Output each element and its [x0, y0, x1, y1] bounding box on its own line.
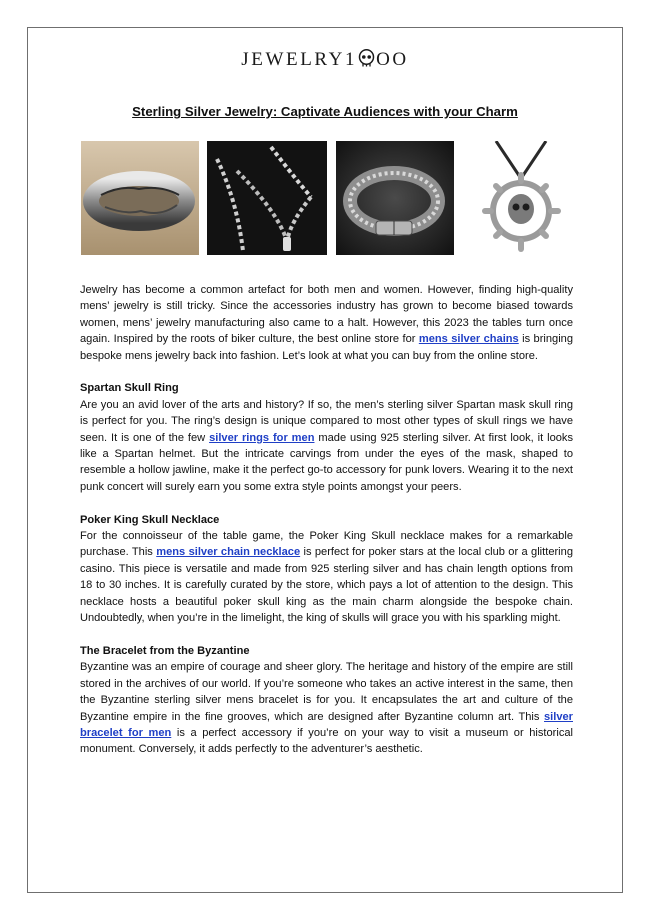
skull-logo-icon [358, 49, 375, 74]
section-heading-spartan: Spartan Skull Ring [80, 382, 179, 395]
product-images [81, 141, 573, 255]
ring-image [81, 141, 199, 255]
silver-bracelet-link[interactable]: silver bracelet for men [80, 710, 573, 739]
section-heading-byzantine: The Bracelet from the Byzantine [80, 644, 250, 657]
silver-chain-necklace-link[interactable]: mens silver chain necklace [156, 546, 301, 559]
bracelet-image [336, 141, 454, 255]
poker-paragraph: For the connoisseur of the table game, the Poker King Skull necklace makes for a remarkable purchase. This mens silver chain necklace is perfect for poker stars at the local club or a glittering casino. This piece is versatile and made from 925 sterling silver and has chain length options from 18 to 30 inches. It is carefully curated by the store, which pays a lot of attention to the design. This necklace hosts a beautiful poker skull king as the main charm alongside the bespoke chain. Undoubtedly, when you’re in the limelight, the king of skulls will grace you with his sparkling might. [80, 530, 573, 625]
silver-rings-link[interactable]: silver rings for men [209, 431, 315, 444]
byzantine-paragraph: Byzantine was an empire of courage and sheer glory. The heritage and history of the empire are still stored in the archives of our world. If you’re someone who takes an active interest in the same, then the Byzantine sterling silver mens bracelet is for you. It encapsulates the art and culture of the Byzantine empire in the fine grooves, which are designed after Byzantine column art. This silver bracelet for men is a perfect accessory if you’re on your way to visit a museum or historical monument. Conversely, it adds perfectly to the adventurer’s aesthetic. [80, 661, 573, 756]
intro-paragraph: Jewelry has become a common artefact for both men and women. However, finding high-quality mens’ jewelry is still tricky. Since the accessories industry has grown to become biased towards women, mens’ jewelry manufacturing also came to a halt. However, this 2023 the tables turn once again. Inspired by the roots of biker culture, the best online store for mens silver chains is bringing bespoke mens jewelry back into fashion. Let’s look at what you can buy from the online store. [80, 284, 573, 362]
document-page [27, 27, 623, 893]
mens-silver-chains-link[interactable]: mens silver chains [418, 333, 519, 346]
chain-image [207, 141, 327, 255]
section-heading-poker: Poker King Skull Necklace [80, 513, 220, 526]
site-logo[interactable] [28, 49, 622, 74]
page-title: Sterling Silver Jewelry: Captivate Audiences with your Charm [132, 104, 518, 119]
logo-text-part1: JEWELRY1 [241, 49, 358, 70]
logo-text-part2: OO [376, 49, 409, 70]
spartan-paragraph: Are you an avid lover of the arts and history? If so, the men’s sterling silver Spartan mask skull ring is perfect for you. The ring’s design is unique compared to most other types of skull rings we have seen. It is one of the few silver rings for men made using 925 sterling silver. At first look, it looks like a Spartan helmet. But the intricate carvings from under the eyes of the mask, shaped to resemble a hollow jawline, make it the perfect go-to accessory for punk lovers. Wearing it to the next punk concert will surely earn you some extra style points amongst your peers. [80, 398, 573, 493]
pendant-image [466, 141, 573, 255]
article-body [80, 282, 573, 758]
